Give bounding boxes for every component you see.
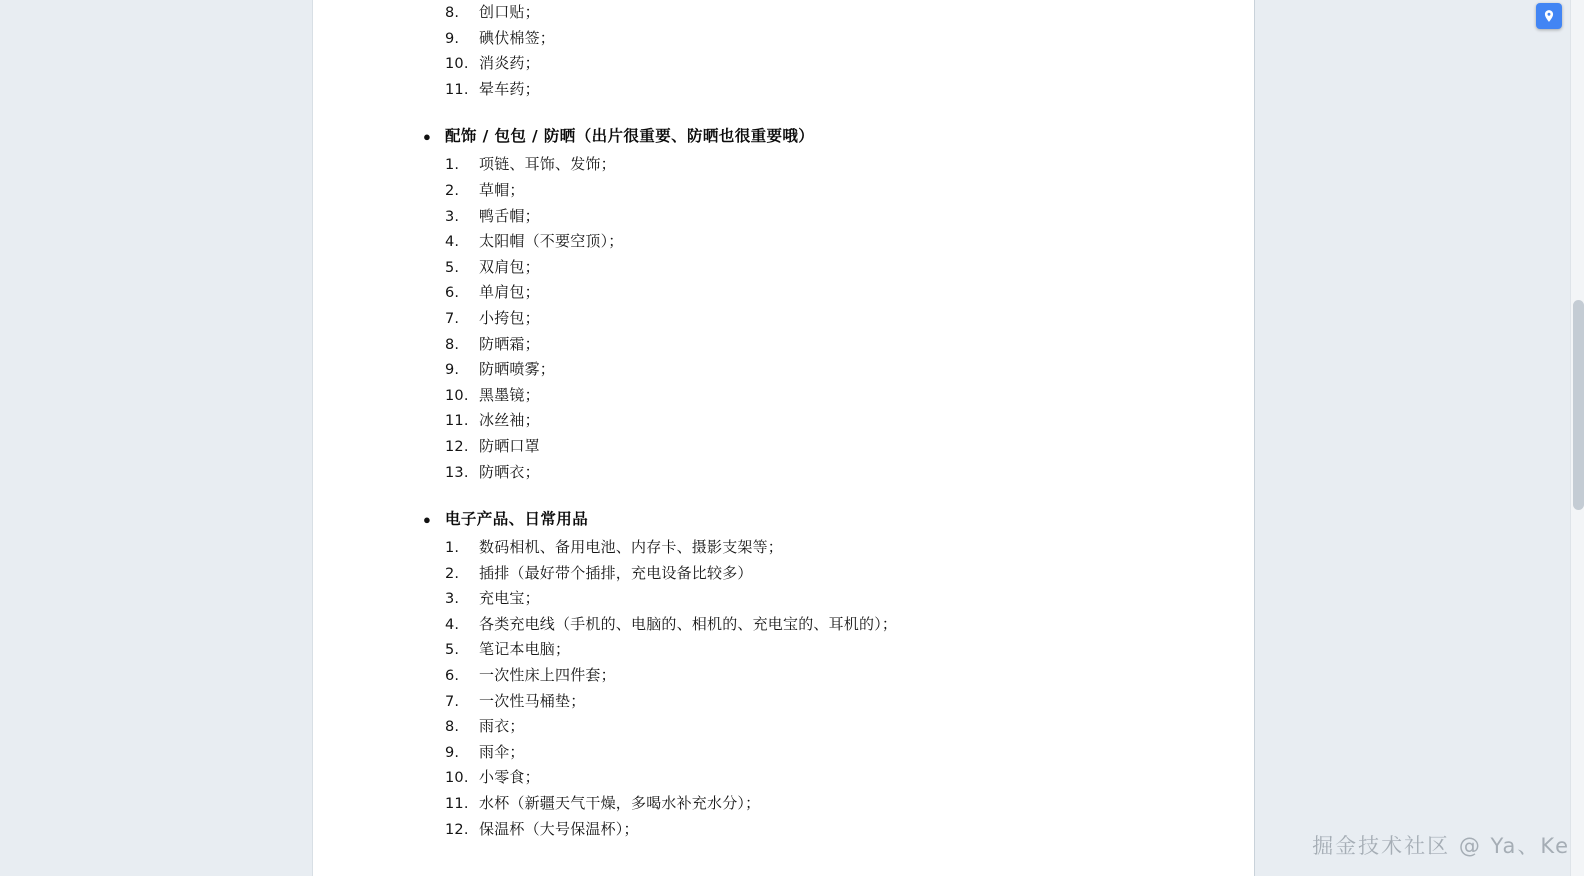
list-item-number: 12.: [445, 438, 469, 455]
scrollbar-thumb[interactable]: [1573, 300, 1584, 510]
list-item: [445, 51, 1194, 77]
list-item-text: 保温杯（大号保温杯）；: [479, 819, 639, 838]
list-item-text: 晕车药；: [479, 79, 540, 98]
list-item: [445, 689, 1194, 715]
section-heading: [423, 124, 1194, 148]
list-item-text: 创口贴；: [479, 3, 540, 21]
list-item-text: 单肩包；: [479, 283, 540, 302]
list-item: [445, 26, 1194, 52]
list-item: [445, 765, 1194, 791]
section-heading: [423, 507, 1194, 531]
list-item-text: 水杯（新疆天气干燥，多喝水补充水分）；: [479, 794, 761, 813]
list-item-number: 6.: [445, 668, 460, 685]
list-item-text: 小挎包；: [479, 308, 540, 327]
list-item: [445, 383, 1194, 409]
document-section: [423, 124, 1194, 485]
list-item-text: 数码相机、备用电池、内存卡、摄影支架等；: [479, 538, 784, 557]
list-item-number: 8.: [445, 336, 460, 353]
list-item: [445, 178, 1194, 204]
bullet-icon: ●: [423, 512, 431, 528]
document-section: [423, 507, 1194, 842]
list-item-number: 7.: [445, 693, 460, 710]
list-item-text: 雨伞；: [479, 742, 525, 761]
list-item: [445, 255, 1194, 281]
list-item-number: 10.: [445, 56, 469, 73]
list-item-text: 雨衣；: [479, 717, 525, 736]
list-item: [445, 408, 1194, 434]
list-item-number: 10.: [445, 387, 469, 404]
list-item-text: 冰丝袖；: [479, 411, 540, 430]
list-item: [445, 740, 1194, 766]
list-item-text: 一次性马桶垫；: [479, 691, 586, 710]
list-item: [445, 586, 1194, 612]
continued-list-block: [445, 0, 1194, 102]
list-item-number: 10.: [445, 770, 469, 787]
list-item-text: 碘伏棉签；: [479, 28, 556, 47]
list-item-number: 2.: [445, 565, 460, 582]
list-item: [445, 332, 1194, 358]
bullet-icon: ●: [423, 129, 431, 145]
list-item-text: 黑墨镜；: [479, 385, 540, 404]
list-item: [445, 0, 1194, 26]
list-item-text: 太阳帽（不要空顶）；: [479, 232, 624, 251]
list-item-text: 防晒喷雾；: [479, 360, 556, 379]
list-item-text: 防晒霜；: [479, 334, 540, 353]
list-item-number: 6.: [445, 285, 460, 302]
list-item-number: 4.: [445, 234, 460, 251]
list-item-number: 11.: [445, 796, 469, 813]
list-item: [445, 280, 1194, 306]
list-item-text: 防晒衣；: [479, 462, 540, 481]
right-pane: [1254, 0, 1584, 876]
list-item: [445, 434, 1194, 460]
list-item-number: 11.: [445, 413, 469, 430]
list-item-text: 双肩包；: [479, 257, 540, 276]
list-item: [445, 817, 1194, 843]
location-pin-icon[interactable]: [1536, 3, 1562, 29]
list-item-text: 一次性床上四件套；: [479, 666, 616, 685]
list-item-text: 小零食；: [479, 768, 540, 787]
list-item: [445, 306, 1194, 332]
sections-root: [423, 124, 1194, 842]
section-list: [445, 152, 1194, 485]
section-title: 配饰 / 包包 / 防晒（出片很重要、防晒也很重要哦）: [445, 127, 815, 146]
document-page: [313, 0, 1254, 876]
watermark: 掘金技术社区 @ Ya、Ke: [1312, 834, 1570, 858]
list-item: [445, 357, 1194, 383]
continued-list: [445, 0, 1194, 102]
list-item-number: 12.: [445, 821, 469, 838]
section-title: 电子产品、日常用品: [445, 510, 589, 529]
list-item: [445, 561, 1194, 587]
list-item-number: 1.: [445, 540, 460, 557]
list-item-text: 项链、耳饰、发饰；: [479, 155, 616, 174]
list-item: [445, 535, 1194, 561]
list-item-text: 笔记本电脑；: [479, 640, 571, 659]
list-item-number: 4.: [445, 616, 460, 633]
list-item: [445, 637, 1194, 663]
list-item-number: 11.: [445, 81, 469, 98]
list-item-number: 9.: [445, 362, 460, 379]
list-item: [445, 77, 1194, 103]
list-item: [445, 663, 1194, 689]
list-item-text: 防晒口罩: [479, 436, 540, 455]
list-item-text: 各类充电线（手机的、电脑的、相机的、充电宝的、耳机的）；: [479, 614, 898, 633]
list-item: [445, 460, 1194, 486]
list-item: [445, 229, 1194, 255]
list-item-number: 3.: [445, 591, 460, 608]
list-item-text: 鸭舌帽；: [479, 206, 540, 225]
list-item: [445, 714, 1194, 740]
list-item: [445, 791, 1194, 817]
section-list: [445, 535, 1194, 842]
list-item-number: 13.: [445, 464, 469, 481]
list-item-text: 充电宝；: [479, 589, 540, 608]
list-item-number: 5.: [445, 642, 460, 659]
list-item-number: 2.: [445, 182, 460, 199]
vertical-scrollbar[interactable]: [1570, 0, 1584, 876]
list-item-text: 草帽；: [479, 180, 525, 199]
list-item: [445, 612, 1194, 638]
list-item-number: 9.: [445, 30, 460, 47]
list-item-number: 8.: [445, 719, 460, 736]
list-item-text: 插排（最好带个插排，充电设备比较多）: [479, 563, 753, 582]
list-item-number: 9.: [445, 744, 460, 761]
list-item: [445, 152, 1194, 178]
list-item: [445, 204, 1194, 230]
list-item-number: 7.: [445, 310, 460, 327]
list-item-number: 5.: [445, 259, 460, 276]
list-item-text: 消炎药；: [479, 54, 540, 73]
list-item-number: 3.: [445, 208, 460, 225]
list-item-number: 1.: [445, 157, 460, 174]
list-item-number: 8.: [445, 5, 460, 21]
